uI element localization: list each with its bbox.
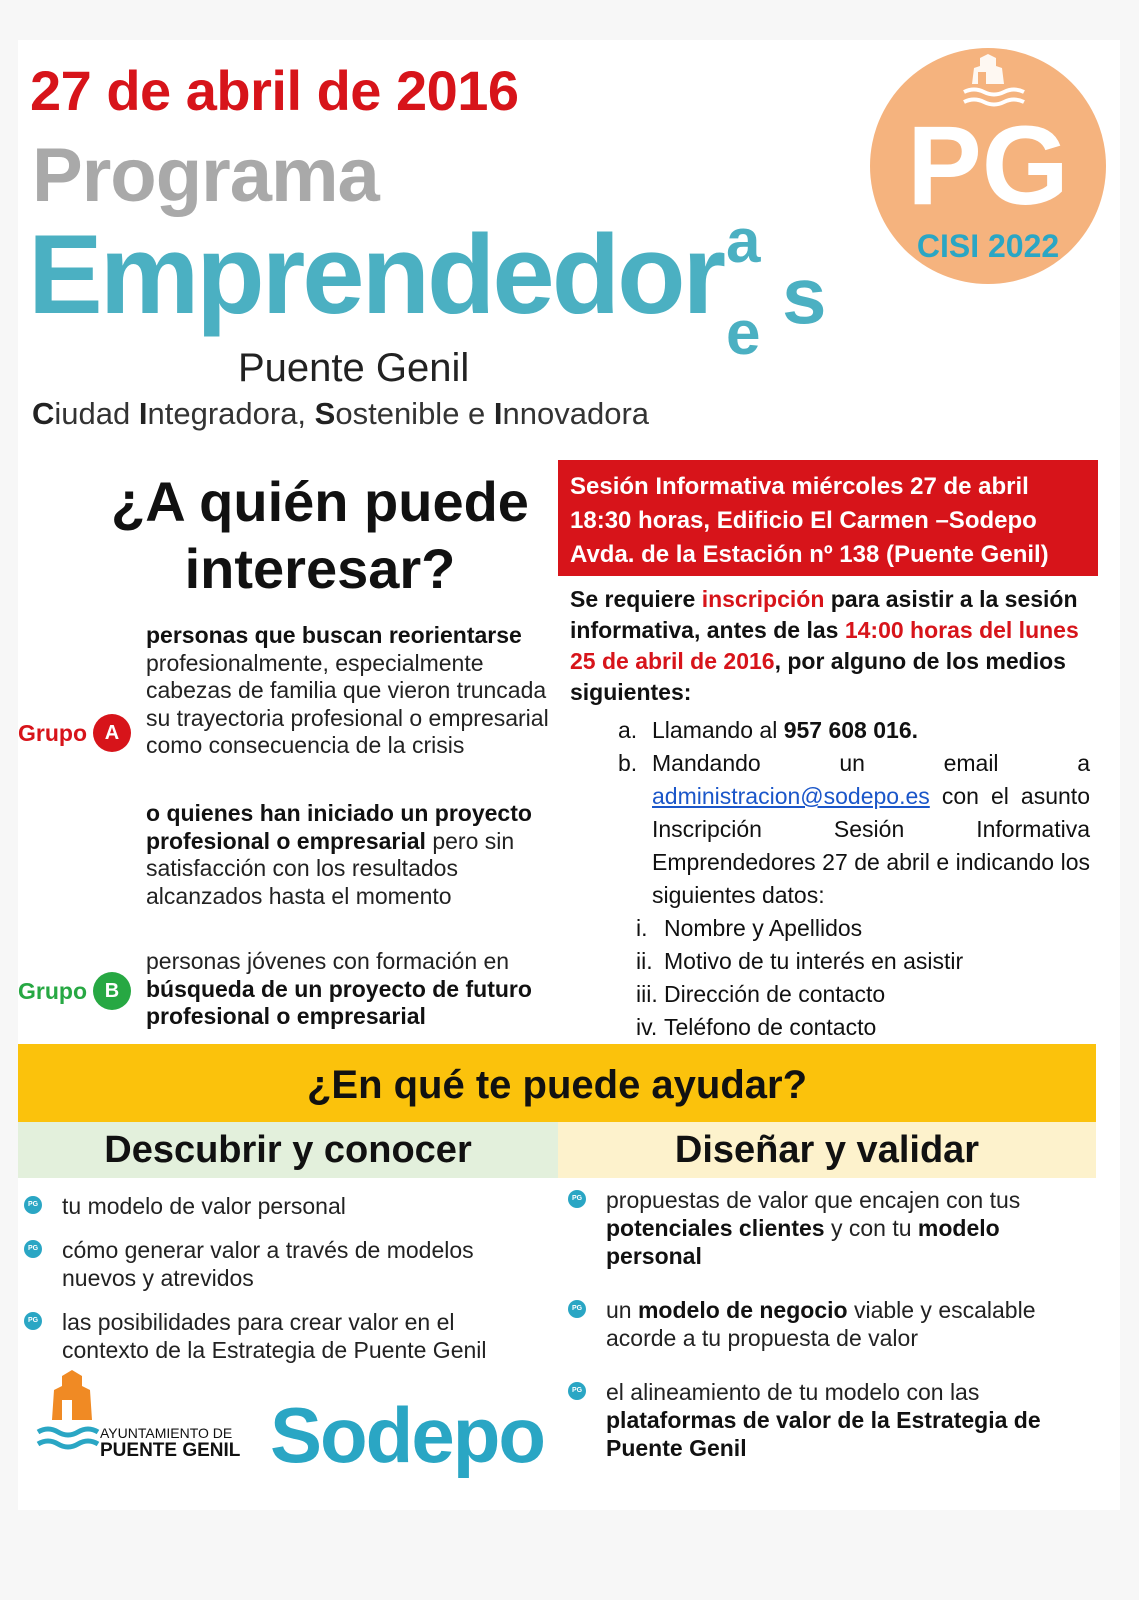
pg-bullet-icon: PG xyxy=(24,1240,42,1258)
audience-title: ¿A quién puede interesar? xyxy=(111,470,529,601)
sub-item: ii. Motivo de tu interés en asistir xyxy=(636,948,964,974)
programa-title: Programa xyxy=(32,133,379,218)
session-line-1: Sesión Informativa miércoles 27 de abril xyxy=(570,473,1029,500)
pg-bullet-icon: PG xyxy=(568,1382,586,1400)
list-item-phone: a. Llamando al 957 608 016. xyxy=(618,717,918,743)
design-list xyxy=(568,1186,1068,1478)
group-a-label: Grupo A xyxy=(18,714,131,752)
list-item: PG cómo generar valor a través de modelos nuevos y atrevidos xyxy=(24,1236,524,1292)
list-item: PG un modelo de negocio viable y escalable acorde a tu propuesta de valor xyxy=(568,1296,1068,1352)
sodepo-logo: Sodepo xyxy=(270,1391,544,1479)
sub-item: iv. Teléfono de contacto xyxy=(636,1014,877,1040)
group-b-text: personas jóvenes con formación en búsqueda de un proyecto de futuro profesional o empresarial xyxy=(146,948,532,1030)
ayuntamiento-text: AYUNTAMIENTO DE PUENTE GENIL xyxy=(100,1425,241,1461)
suffix-a: a xyxy=(726,207,761,276)
design-heading: Diseñar y validar xyxy=(558,1122,1096,1178)
list-item: PG propuestas de valor que encajen con tus potenciales clientes y con tu modelo personal xyxy=(568,1186,1068,1270)
list-item: PG el alineamiento de tu modelo con las plataformas de valor de la Estrategia de Puente Genil xyxy=(568,1378,1068,1462)
email-link[interactable]: administracion@sodepo.es xyxy=(652,783,930,809)
emprendedor-title: Emprendedor xyxy=(28,212,724,337)
group-a-badge: A xyxy=(93,714,131,752)
phone-number: 957 608 016. xyxy=(783,717,918,743)
list-item: PG tu modelo de valor personal xyxy=(24,1192,524,1220)
puente-genil-subtitle: Puente Genil xyxy=(238,346,470,390)
discover-heading: Descubrir y conocer xyxy=(18,1122,558,1178)
pg-bullet-icon: PG xyxy=(568,1190,586,1208)
list-item-email: b. Mandando un email a administracion@sodepo.es con el asunto Inscripción Sesión Informativa Emprendedores 27 de abril e indicando los siguientes datos: xyxy=(618,750,1090,908)
session-line-3: Avda. de la Estación nº 138 (Puente Genil) xyxy=(570,541,1049,568)
group-a-text-1: personas que buscan reorientarse profesionalmente, especialmente cabezas de familia que vieron truncada su trayectoria profesional o empresarial como consecuencia de la crisis xyxy=(146,622,549,759)
session-info-box xyxy=(558,460,1098,576)
group-a-text-2: o quienes han iniciado un proyecto profesional o empresarial pero sin satisfacción con los resultados alcanzados hasta el momento xyxy=(146,800,532,909)
list-item: PG las posibilidades para crear valor en el contexto de la Estrategia de Puente Genil xyxy=(24,1308,524,1364)
help-title-banner: ¿En qué te puede ayudar? xyxy=(18,1044,1096,1122)
group-b-badge: B xyxy=(93,972,131,1010)
group-b-label: Grupo B xyxy=(18,972,131,1010)
pg-logo-letters: PG xyxy=(907,103,1069,228)
registration-list xyxy=(618,714,1090,1044)
registration-text: Se requiere inscripción para asistir a la sesión informativa, antes de las 14:00 horas del lunes 25 de abril de 2016, por alguno de los medios siguientes: xyxy=(570,586,1079,705)
sub-item: i. Nombre y Apellidos xyxy=(636,915,863,941)
suffix-e: e xyxy=(726,299,761,368)
suffix-s: s xyxy=(782,251,827,340)
pg-bullet-icon: PG xyxy=(24,1312,42,1330)
pg-bullet-icon: PG xyxy=(24,1196,42,1214)
flyer xyxy=(18,40,1120,1510)
cisi-label: CISI 2022 xyxy=(916,228,1060,264)
event-date: 27 de abril de 2016 xyxy=(30,59,519,122)
pg-bullet-icon: PG xyxy=(568,1300,586,1318)
ciudad-tagline: Ciudad Integradora, Sostenible e Innovadora xyxy=(32,396,650,431)
sub-item: iii. Dirección de contacto xyxy=(636,981,886,1007)
discover-list xyxy=(24,1192,524,1380)
session-line-2: 18:30 horas, Edificio El Carmen –Sodepo xyxy=(570,507,1037,534)
